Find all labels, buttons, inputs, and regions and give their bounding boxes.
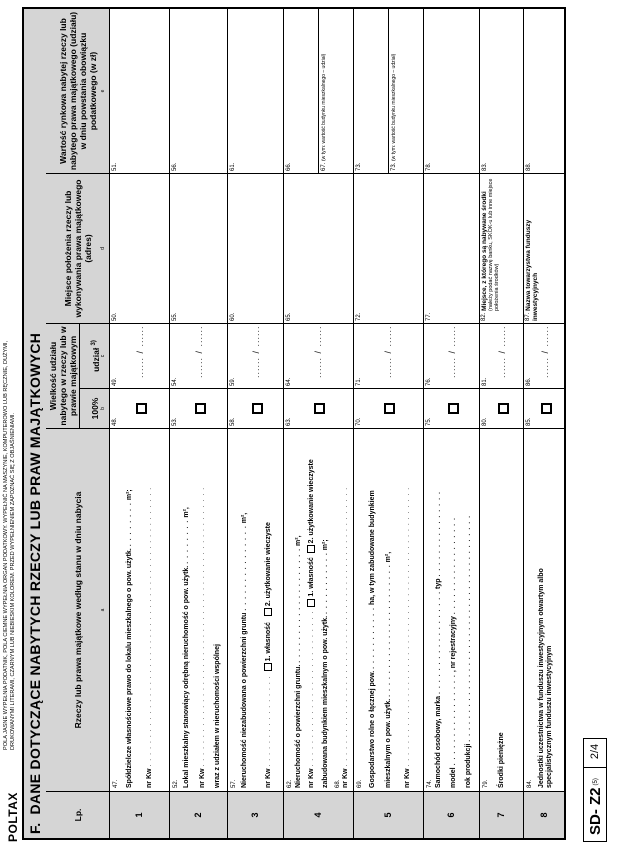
row-4-field-c[interactable] bbox=[284, 323, 354, 388]
row-1-nr-kw: nr Kw bbox=[146, 768, 153, 788]
row-1-field-b[interactable] bbox=[110, 388, 170, 428]
row-7-field-a-number: 79. bbox=[483, 779, 489, 788]
header-col-a-text: Rzeczy lub prawa majątkowe według stanu w dniu nabycia bbox=[72, 491, 83, 729]
row-6-field-b-number: 75. bbox=[426, 417, 432, 426]
row-7-checkbox-100[interactable] bbox=[498, 403, 509, 414]
row-5-field-d[interactable] bbox=[354, 173, 424, 323]
row-1-description[interactable]: 47. Spółdzielcze własnościowe prawo do lokalu mieszkalnego o pow. użytk. . . . . . . . . m²; nr Kw . . . . . . . . . . . . . . . . . . . . . . . . . . . . . . . . . . . . . . . . . . . . . . . . bbox=[110, 428, 170, 791]
row-4-unit-2: m²; bbox=[322, 539, 329, 551]
row-4-line-1: Nieruchomość o powierzchni gruntu. bbox=[295, 664, 302, 788]
row-8-fraction: ...... / ...... bbox=[540, 325, 550, 378]
row-5-field-b-number: 70. bbox=[356, 417, 362, 426]
row-5-description[interactable]: 69. Gospodarstwo rolne o łącznej pow. . . . . . . . . . . . ha, w tym zabudowane budynkiem mieszkalnym o pow. użytk. . . . . . . . . . . . . . . . . . . . . . . . m², nr Kw . . . . . . . . . . . . . . . . . . . . . . . . . . . . . . . . . . . . . . . . . . . . . . . . bbox=[354, 428, 424, 791]
row-3-uzytkowanie-label: 2. użytkowanie wieczyste bbox=[264, 522, 272, 607]
row-1-lp: 1 bbox=[110, 791, 170, 838]
row-8-field-e[interactable] bbox=[524, 9, 566, 173]
header-col-d-letter: d bbox=[100, 247, 106, 250]
row-7-fraction: ...... / ...... bbox=[497, 325, 507, 378]
row-3-unit: m², bbox=[241, 512, 248, 524]
row-8-d-title: Nazwa towarzystwa funduszy inwestycyjnych bbox=[525, 219, 539, 321]
row-8-field-b-number: 85. bbox=[526, 417, 532, 426]
row-5-checkbox-100[interactable] bbox=[384, 403, 395, 414]
row-4-fraction: ...... / ...... bbox=[313, 325, 323, 378]
row-4-field-b[interactable] bbox=[284, 388, 354, 428]
row-4-line-3: zabudowana budynkiem mieszkalnym o pow. użytk. bbox=[322, 615, 329, 788]
row-3-field-c-number: 59. bbox=[230, 377, 236, 386]
instructions-note bbox=[3, 190, 17, 750]
row-3-field-b-number: 58. bbox=[230, 417, 236, 426]
row-4-field-a-number: 62. bbox=[287, 779, 293, 788]
header-col-c-text: udział bbox=[90, 347, 101, 372]
row-5-line-1b: ha, w tym zabudowane budynkiem bbox=[369, 490, 376, 606]
row-1-field-e-number: 51. bbox=[112, 162, 118, 171]
row-4-checkbox-100[interactable] bbox=[314, 403, 325, 414]
header-col-d bbox=[46, 173, 110, 323]
row-6-description[interactable]: 74. Samochód osobowy, marka . . . . . . . . . . . . . . . . . . typ . . . . . . . . . . . . . . . model . . . . . . . . . . . . . . . . , nr rejestracyjny . . . . . . . . . . . . . . . . . rok produkcji . . . . . . . . . . . . . . . . . . . . . . . . . . . . . . . . . . . . . . . bbox=[424, 428, 480, 791]
row-8-field-c-number: 86. bbox=[526, 377, 532, 386]
row-2-field-a-number: 52. bbox=[173, 779, 179, 788]
header-col-b-text: 100% bbox=[89, 397, 100, 420]
row-2-field-e[interactable] bbox=[170, 9, 228, 173]
section-title-text: DANE DOTYCZĄCE NABYTYCH RZECZY LUB PRAW MAJĄTKOWYCH bbox=[27, 332, 43, 815]
row-7-field-b-number: 80. bbox=[482, 417, 488, 426]
row-2-field-d-number: 55. bbox=[172, 312, 178, 321]
section-letter: F. bbox=[27, 822, 43, 834]
row-4-uzytkowanie-label: 2. użytkowanie wieczyste bbox=[307, 459, 315, 544]
row-4-unit: m², bbox=[295, 535, 302, 546]
row-7-lp: 7 bbox=[480, 791, 524, 838]
row-1-field-d-number: 50. bbox=[112, 312, 118, 321]
instructions-line-2: DRUKOWANYMI LITERAMI, CZARNYM LUB NIEBIESKIM KOLOREM. PRZED WYPEŁNIENIEM ZAPOZNAĆ SIĘ Z OBJAŚNIENIAMI. bbox=[9, 412, 16, 750]
row-8-line-1: Jednostki uczestnictwa w funduszu inwestycyjnym otwartym albo specjalistycznym funduszu inwestycyjnym bbox=[538, 568, 553, 788]
row-7-d-subtitle: (należy podać nazwę banku, SKOK-u lub inne miejsce położenia środków) bbox=[488, 178, 500, 311]
row-5-field-e2-number: 73. bbox=[391, 162, 397, 171]
row-6-line-1b: typ bbox=[435, 578, 442, 589]
row-2-fraction: ...... / ...... bbox=[194, 325, 204, 378]
row-1-field-e[interactable] bbox=[110, 9, 170, 173]
row-7-description[interactable] bbox=[480, 428, 524, 791]
row-5-field-a-number: 69. bbox=[357, 779, 363, 788]
row-8-description[interactable] bbox=[524, 428, 566, 791]
instructions-line-1: POLA JASNE WYPEŁNIA PODATNIK, POLA CIEMNE WYPEŁNIA ORGAN PODATKOWY. WYPEŁNIĆ NA MASZYNIE, KOMPUTEROWO LUB RĘCZNIE, DUŻYMI, bbox=[3, 340, 9, 750]
form-id-box bbox=[583, 738, 607, 842]
row-5-unit: m², bbox=[385, 551, 392, 563]
page-number: 2/4 bbox=[589, 743, 601, 760]
row-2-lp: 2 bbox=[170, 791, 228, 838]
row-2-line-1: Lokal mieszkalny stanowiący odrębną nieruchomość o pow. użytk. bbox=[183, 565, 190, 788]
row-2-line-3: wraz z udziałem w nieruchomości wspólnej bbox=[214, 644, 221, 788]
row-6-field-c-number: 76. bbox=[426, 377, 432, 386]
header-col-e-letter: e bbox=[100, 89, 106, 93]
row-5-lp: 5 bbox=[354, 791, 424, 838]
row-4-wlasnosc-label: 1. własność bbox=[307, 557, 315, 597]
row-5-field-c-number: 71. bbox=[356, 377, 362, 386]
header-lp: Lp. bbox=[46, 791, 110, 838]
row-8-checkbox-100[interactable] bbox=[541, 403, 552, 414]
row-3-field-d[interactable] bbox=[228, 173, 284, 323]
row-4-field-c-number: 64. bbox=[286, 377, 292, 386]
row-2-field-c[interactable] bbox=[170, 323, 228, 388]
header-col-c bbox=[80, 323, 110, 388]
row-2-unit: m², bbox=[183, 507, 190, 518]
row-5-field-b[interactable] bbox=[354, 388, 424, 428]
row-8-field-e-number: 88. bbox=[526, 162, 532, 171]
row-7-field-c-number: 81. bbox=[482, 377, 488, 386]
row-4-description[interactable]: 62. Nieruchomość o powierzchni gruntu. . . . . . . . . . . . . . . . . . . . . m², nr Kw . . . . . . . . . . . . . . . . . . . . . . . . . . . 1. własność 2. użytkowanie wieczyste zabudowana budynkiem mieszkalnym o pow. użytk. . . . . . . . . . . . m²; 68. nr Kw . . . . . . . . . . . . . . . . . . . . . . . . . . . . . . . . . . . . . . . . . . . . . . . . bbox=[284, 428, 354, 791]
row-4-checkbox-wlasnosc[interactable] bbox=[307, 599, 315, 607]
row-7-field-e[interactable] bbox=[480, 9, 524, 173]
row-4-checkbox-uzytkowanie[interactable] bbox=[307, 545, 315, 553]
row-5-line-2: mieszkalnym o pow. użytk. bbox=[385, 698, 392, 788]
row-2-nr-kw: nr Kw bbox=[199, 768, 206, 788]
row-8-field-d-number: 87. bbox=[525, 312, 531, 321]
row-1-field-c[interactable] bbox=[110, 323, 170, 388]
row-3-checkbox-wlasnosc[interactable] bbox=[264, 663, 272, 671]
row-6-field-d[interactable] bbox=[424, 173, 480, 323]
row-8-field-d[interactable] bbox=[524, 173, 566, 323]
header-col-c-letter: c bbox=[100, 354, 106, 358]
header-col-c-footnote: 3) bbox=[90, 340, 97, 346]
form-id: SD- Z2 bbox=[586, 787, 604, 835]
header-col-e bbox=[46, 9, 110, 173]
header-col-b-group: Wielkość udziału nabytego w rzeczy lub w prawie majątkowym bbox=[46, 323, 80, 428]
row-7-field-c[interactable] bbox=[480, 323, 524, 388]
header-col-e-text: Wartość rynkowa nabytej rzeczy lub nabytego prawa majątkowego (udziału) w dniu powstania obowiązku podatkowego (w zł) bbox=[57, 11, 98, 171]
header-col-d-text: Miejsce położenia rzeczy lub wykonywania prawa majątkowego (adres) bbox=[62, 179, 93, 318]
row-3-field-c[interactable] bbox=[228, 323, 284, 388]
header-col-a bbox=[46, 428, 110, 791]
row-1-field-c-number: 49. bbox=[112, 377, 118, 386]
row-1-line-1: Spółdzielcze własnościowe prawo do lokalu mieszkalnego o pow. użytk. bbox=[126, 548, 133, 788]
row-3-description[interactable]: 57. Nieruchomość niezabudowana o powierzchni gruntu . . . . . . . . . . . . . . . m², nr Kw . . . . . . . . . . . . . . . . 1. własność 2. użytkowanie wieczyste bbox=[228, 428, 284, 791]
row-3-line-1: Nieruchomość niezabudowana o powierzchni gruntu bbox=[241, 612, 248, 788]
row-4-note: (w tym: wartość budynku mieszkalnego – udział) bbox=[321, 53, 327, 161]
row-1-field-a-number: 47. bbox=[113, 779, 119, 788]
row-5-field-e[interactable] bbox=[354, 9, 389, 173]
row-5-field-e-number: 73. bbox=[356, 162, 362, 171]
row-7-field-d[interactable] bbox=[480, 173, 524, 323]
row-3-nr-kw: nr Kw bbox=[264, 768, 272, 788]
row-7-field-d-number: 82. bbox=[481, 312, 487, 321]
row-6-field-e-number: 78. bbox=[426, 162, 432, 171]
row-5-nr-kw: nr Kw bbox=[404, 768, 411, 788]
row-7-d-title: Miejsce, z którego są nabywane środki bbox=[481, 191, 488, 311]
row-4-field-e[interactable] bbox=[284, 9, 319, 173]
row-5-field-d-number: 72. bbox=[356, 312, 362, 321]
row-6-line-1: Samochód osobowy, marka bbox=[435, 695, 442, 788]
row-4-lp: 4 bbox=[284, 791, 354, 838]
row-6-field-a-number: 74. bbox=[427, 779, 433, 788]
row-3-field-b[interactable] bbox=[228, 388, 284, 428]
row-1-field-d[interactable] bbox=[110, 173, 170, 323]
row-2-field-d[interactable] bbox=[170, 173, 228, 323]
row-6-checkbox-100[interactable] bbox=[448, 403, 459, 414]
row-2-field-e-number: 56. bbox=[172, 162, 178, 171]
row-7-line-1: Środki pieniężne bbox=[498, 732, 505, 788]
header-col-b-letter: b bbox=[100, 407, 106, 410]
row-4-field-b-number: 63. bbox=[286, 417, 292, 426]
row-3-field-a-number: 57. bbox=[231, 779, 237, 788]
row-7-field-e-number: 83. bbox=[482, 162, 488, 171]
row-5-field-e2[interactable] bbox=[389, 9, 424, 173]
brand-label: POLTAX bbox=[6, 792, 20, 842]
row-6-line-2b: , nr rejestracyjny bbox=[450, 616, 457, 673]
row-6-field-d-number: 77. bbox=[426, 312, 432, 321]
row-5-field-c[interactable] bbox=[354, 323, 424, 388]
row-6-line-2: model bbox=[450, 767, 457, 788]
row-7-field-b[interactable] bbox=[480, 388, 524, 428]
row-6-field-c[interactable] bbox=[424, 323, 480, 388]
row-3-field-d-number: 60. bbox=[230, 312, 236, 321]
row-4-field-a2-number: 68. bbox=[335, 779, 341, 788]
row-3-fraction: ...... / ...... bbox=[251, 325, 261, 378]
row-3-checkbox-100[interactable] bbox=[252, 403, 263, 414]
section-f-form bbox=[22, 7, 566, 840]
row-2-field-b[interactable] bbox=[170, 388, 228, 428]
row-5-note: (w tym: wartość budynku mieszkalnego – udział) bbox=[391, 53, 397, 161]
row-5-fraction: ...... / ...... bbox=[383, 325, 393, 378]
row-3-checkbox-uzytkowanie[interactable] bbox=[264, 608, 272, 616]
row-1-fraction: ...... / ...... bbox=[135, 325, 145, 378]
header-col-b bbox=[80, 388, 110, 428]
row-6-line-3: rok produkcji bbox=[465, 743, 472, 788]
row-2-field-b-number: 53. bbox=[172, 417, 178, 426]
row-6-lp: 6 bbox=[424, 791, 480, 838]
row-4-nr-kw: nr Kw bbox=[307, 768, 315, 788]
row-4-field-e2-number: 67. bbox=[321, 162, 327, 171]
row-1-unit: m²; bbox=[126, 489, 133, 501]
row-3-field-e-number: 61. bbox=[230, 162, 236, 171]
row-6-fraction: ...... / ...... bbox=[447, 325, 457, 378]
row-6-field-e[interactable] bbox=[424, 9, 480, 173]
row-6-field-b[interactable] bbox=[424, 388, 480, 428]
form-version: (5) bbox=[593, 778, 599, 786]
row-8-field-b[interactable] bbox=[524, 388, 566, 428]
row-4-field-e-number: 66. bbox=[286, 162, 292, 171]
row-1-checkbox-100[interactable] bbox=[136, 403, 147, 414]
row-5-line-1: Gospodarstwo rolne o łącznej pow. bbox=[369, 670, 376, 788]
row-1-field-b-number: 48. bbox=[112, 417, 118, 426]
row-3-lp: 3 bbox=[228, 791, 284, 838]
row-8-field-c[interactable] bbox=[524, 323, 566, 388]
row-4-nr-kw-2: nr Kw bbox=[342, 768, 349, 788]
header-col-a-letter: a bbox=[100, 608, 106, 612]
row-3-field-e[interactable] bbox=[228, 9, 284, 173]
row-8-lp: 8 bbox=[524, 791, 566, 838]
section-title bbox=[24, 9, 46, 838]
row-4-field-e2[interactable] bbox=[319, 9, 354, 173]
row-4-field-d-number: 65. bbox=[286, 312, 292, 321]
row-3-wlasnosc-label: 1. własność bbox=[264, 622, 272, 662]
row-8-field-a-number: 84. bbox=[527, 779, 533, 788]
row-2-field-c-number: 54. bbox=[172, 377, 178, 386]
row-2-description[interactable]: 52. Lokal mieszkalny stanowiący odrębną nieruchomość o pow. użytk. . . . . . . . . m², nr Kw . . . . . . . . . . . . . . . . . . . . . . . . . . . . . . . . . . . . . . . . . . . . . . . . wraz z udziałem w nieruchomości wspólnej bbox=[170, 428, 228, 791]
row-4-field-d[interactable] bbox=[284, 173, 354, 323]
row-2-checkbox-100[interactable] bbox=[195, 403, 206, 414]
